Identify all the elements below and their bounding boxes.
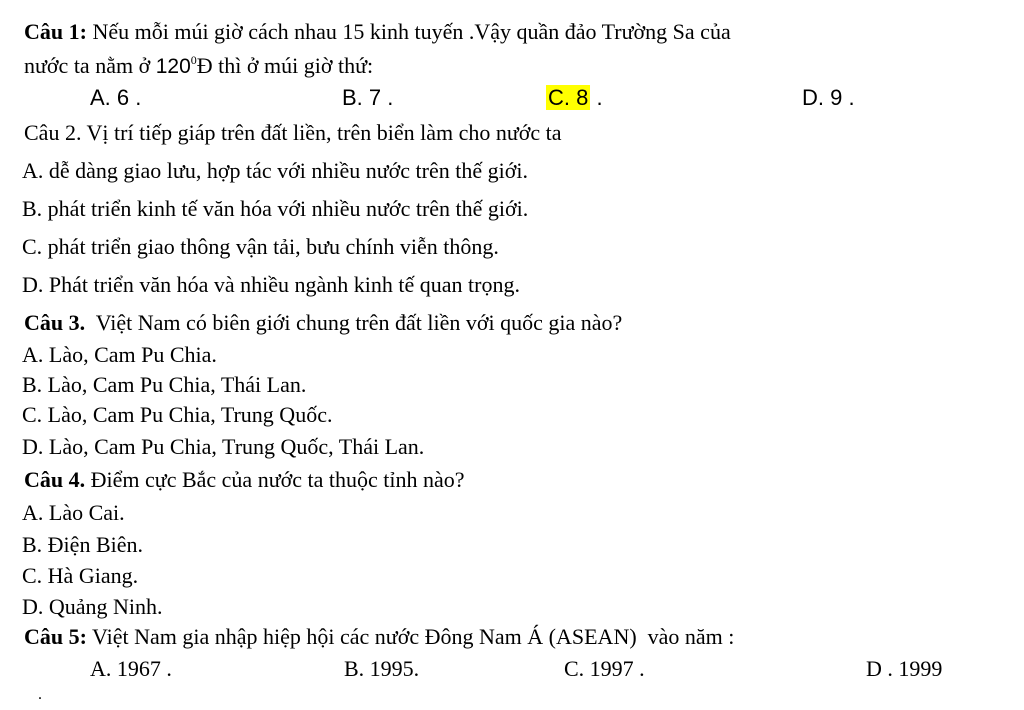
- question-1-option-a: A. 6 .: [90, 85, 142, 110]
- question-2-option-d: D. Phát triển văn hóa và nhiều ngành kinh tế quan trọng.: [22, 272, 520, 297]
- question-1-text-part2b: Đ thì ở múi giờ thứ:: [196, 53, 374, 78]
- question-1-text-part1: Nếu mỗi múi giờ cách nhau 15 kinh tuyến .Vậy quần đảo Trường Sa của: [86, 19, 731, 44]
- question-1-option-b: B. 7 .: [342, 85, 394, 110]
- question-1-text-part2a: nước ta nằm ở: [24, 53, 156, 78]
- question-4-option-b: B. Điện Biên.: [22, 532, 143, 557]
- question-1-number: Câu 1:: [24, 19, 87, 44]
- question-3-stem: [24, 308, 622, 338]
- question-3-number: Câu 3.: [24, 310, 86, 335]
- question-4-number: Câu 4.: [24, 467, 86, 492]
- question-1-degree-value: 120: [155, 55, 191, 78]
- question-1-line-1: [24, 17, 731, 47]
- question-1-line-2: [24, 51, 373, 81]
- question-3-option-a: A. Lào, Cam Pu Chia.: [22, 342, 217, 367]
- question-5-option-b: B. 1995.: [344, 656, 420, 681]
- question-1-option-c: [546, 83, 603, 113]
- question-1-option-c-suffix: .: [590, 85, 603, 110]
- question-4-option-d: D. Quảng Ninh.: [22, 594, 163, 619]
- question-3-option-d: D. Lào, Cam Pu Chia, Trung Quốc, Thái Lan.: [22, 434, 425, 459]
- question-2-stem: Câu 2. Vị trí tiếp giáp trên đất liền, trên biển làm cho nước ta: [24, 120, 562, 145]
- question-4-stem: [24, 465, 465, 495]
- question-5-stem: [24, 622, 734, 652]
- question-2-option-b: B. phát triển kinh tế văn hóa với nhiều nước trên thế giới.: [22, 196, 529, 221]
- question-3-text: Việt Nam có biên giới chung trên đất liền với quốc gia nào?: [85, 310, 623, 335]
- question-5-text: Việt Nam gia nhập hiệp hội các nước Đông Nam Á (ASEAN) vào năm :: [86, 624, 735, 649]
- question-1-degree-sup: 0: [190, 53, 197, 67]
- question-5-option-c: C. 1997 .: [564, 656, 645, 681]
- question-4-option-a: A. Lào Cai.: [22, 500, 125, 525]
- question-3-option-b: B. Lào, Cam Pu Chia, Thái Lan.: [22, 372, 307, 397]
- question-3-option-c: C. Lào, Cam Pu Chia, Trung Quốc.: [22, 402, 333, 427]
- question-4-option-c: C. Hà Giang.: [22, 563, 139, 588]
- question-5-option-d: D . 1999: [866, 656, 943, 681]
- question-2-option-a: A. dễ dàng giao lưu, hợp tác với nhiều nước trên thế giới.: [22, 158, 528, 183]
- question-2-option-c: C. phát triển giao thông vận tải, bưu chính viễn thông.: [22, 234, 499, 259]
- question-1-option-c-highlight: C. 8: [548, 85, 589, 110]
- question-5-number: Câu 5:: [24, 624, 87, 649]
- trailing-dot: .: [38, 686, 42, 703]
- question-4-text: Điểm cực Bắc của nước ta thuộc tỉnh nào?: [85, 467, 465, 492]
- question-1-option-d: D. 9 .: [802, 85, 855, 110]
- question-5-option-a: A. 1967 .: [90, 656, 172, 681]
